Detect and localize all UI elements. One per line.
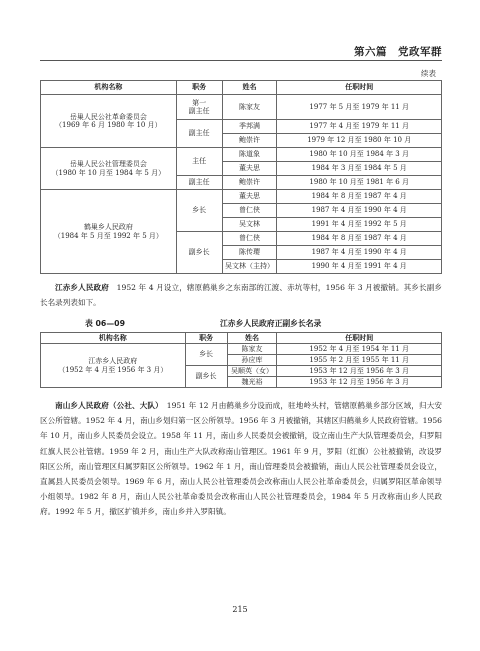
term: 1977 年 5 月至 1979 年 11 月 xyxy=(277,95,442,120)
continued-label: 续表 xyxy=(421,69,436,78)
page-number: 215 xyxy=(232,605,248,614)
position: 主任 xyxy=(176,148,222,176)
col-header: 机构名称 xyxy=(41,333,186,344)
person-name: 魏光裕 xyxy=(227,377,277,388)
person-name: 孙应库 xyxy=(227,355,277,366)
person-name: 陈家友 xyxy=(227,344,277,355)
person-name: 吴顺英（女） xyxy=(227,366,277,377)
person-name: 曾仁侠 xyxy=(222,204,277,218)
table-title: 江赤乡人民政府正副乡长名录 xyxy=(220,319,322,328)
position: 乡长 xyxy=(176,190,222,232)
position: 副主任 xyxy=(176,120,222,148)
position: 副乡长 xyxy=(176,232,222,274)
position: 副乡长 xyxy=(185,366,227,388)
term: 1955 年 2 月至 1955 年 11 月 xyxy=(277,355,442,366)
person-name: 董夫思 xyxy=(222,190,277,204)
col-header: 姓名 xyxy=(222,81,277,95)
table-number: 表 06—09 xyxy=(85,319,126,328)
org-name: 岳巢人民公社管理委员会 （1980 年 10 月至 1984 年 5 月） xyxy=(41,148,177,190)
term: 1980 年 10 月至 1984 年 3 月 xyxy=(277,148,442,162)
paragraph-text: 1952 年 4 月设立，辖原鹤巢乡之东南部的江渡、赤坑等村，1956 年 3 月被撤销。其乡长副乡长名录列表如下。 xyxy=(40,283,443,308)
term: 1952 年 4 月至 1954 年 11 月 xyxy=(277,344,442,355)
col-header: 姓名 xyxy=(227,333,277,344)
term: 1979 年 12 月至 1980 年 10 月 xyxy=(277,134,442,148)
term: 1977 年 4 月至 1979 年 11 月 xyxy=(277,120,442,134)
paragraph-jiangchi xyxy=(40,280,442,310)
person-name: 鲍崇许 xyxy=(222,134,277,148)
jiangchi-officials-table xyxy=(40,332,442,388)
org-name: 江赤乡人民政府 （1952 年 4 月至 1956 年 3 月） xyxy=(41,344,186,388)
term: 1987 年 4 月至 1990 年 4 月 xyxy=(277,204,442,218)
person-name: 鲍崇许 xyxy=(222,176,277,190)
org-name: 鹤巢乡人民政府 （1984 年 5 月至 1992 年 5 月） xyxy=(41,190,177,274)
col-header: 职务 xyxy=(176,81,222,95)
person-name: 陈家友 xyxy=(222,95,277,120)
col-header: 任职时间 xyxy=(277,81,442,95)
person-name: 董夫思 xyxy=(222,162,277,176)
term: 1987 年 4 月至 1990 年 4 月 xyxy=(277,246,442,260)
person-name: 曾仁侠 xyxy=(222,232,277,246)
paragraph-lead: 南山乡人民政府（公社、大队） xyxy=(55,401,160,410)
term: 1990 年 4 月至 1991 年 4 月 xyxy=(277,260,442,274)
person-name: 吴文林 xyxy=(222,218,277,232)
page-header: 第六篇 党政军群 xyxy=(354,46,442,58)
paragraph-text: 1951 年 12 月由鹤巢乡分设而成，驻地岭头村，管辖原鹤巢乡部分区域，归大安区公所管辖。1952 年 4 月，南山乡划归第一区公所领导。1956 年 3 月被撤销，其辖区归鹤巢乡人民政府管辖。1956 年 10 月，南山乡人民委员会设立。1958 年 11 月，南山乡人民委员会被撤销，设立南山生产大队管理委员会，归罗阳红旗人民公社管辖。1959 年 2 月，南山生产大队改称南山管理区。1961 年 9 月，罗阳（红旗）公社被撤销，改设罗阳区公所，南山管理区归属罗阳区公所领导。1962 年 1 月，南山管理委员会被撤销，南山人民公社管理委员会设立，直属县人民委员会领导。1969 年 6 月，南山人民公社管理委员会改称南山人民公社革命委员会，归属罗阳区革命领导小组领导。1982 年 8 月，南山人民公社革命委员会改称南山人民公社管理委员会，1984 年 5 月改称南山乡人民政府。1992 年 5 月，撤区扩镇并乡，南山乡并入罗阳镇。 xyxy=(40,401,442,517)
col-header: 机构名称 xyxy=(41,81,177,95)
term: 1991 年 4 月至 1992 年 5 月 xyxy=(277,218,442,232)
position: 第一 副主任 xyxy=(176,95,222,120)
person-name: 陈道象 xyxy=(222,148,277,162)
person-name: 陈传璎 xyxy=(222,246,277,260)
term: 1953 年 12 月至 1956 年 3 月 xyxy=(277,366,442,377)
position: 乡长 xyxy=(185,344,227,366)
col-header: 任职时间 xyxy=(277,333,442,344)
term: 1984 年 8 月至 1987 年 4 月 xyxy=(277,190,442,204)
person-name: 吴文林（主持） xyxy=(222,260,277,274)
position: 副主任 xyxy=(176,176,222,190)
term: 1980 年 10 月至 1981 年 6 月 xyxy=(277,176,442,190)
person-name: 季邦满 xyxy=(222,120,277,134)
header-rule xyxy=(40,60,442,61)
term: 1984 年 3 月至 1984 年 5 月 xyxy=(277,162,442,176)
paragraph-lead: 江赤乡人民政府 xyxy=(55,283,109,292)
officials-table xyxy=(40,80,442,274)
term: 1953 年 12 月至 1956 年 3 月 xyxy=(277,377,442,388)
term: 1984 年 8 月至 1987 年 4 月 xyxy=(277,232,442,246)
paragraph-nanshan xyxy=(40,398,442,520)
org-name: 岳巢人民公社革命委员会 （1969 年 6 月 1980 年 10 月） xyxy=(41,95,177,148)
col-header: 职务 xyxy=(185,333,227,344)
